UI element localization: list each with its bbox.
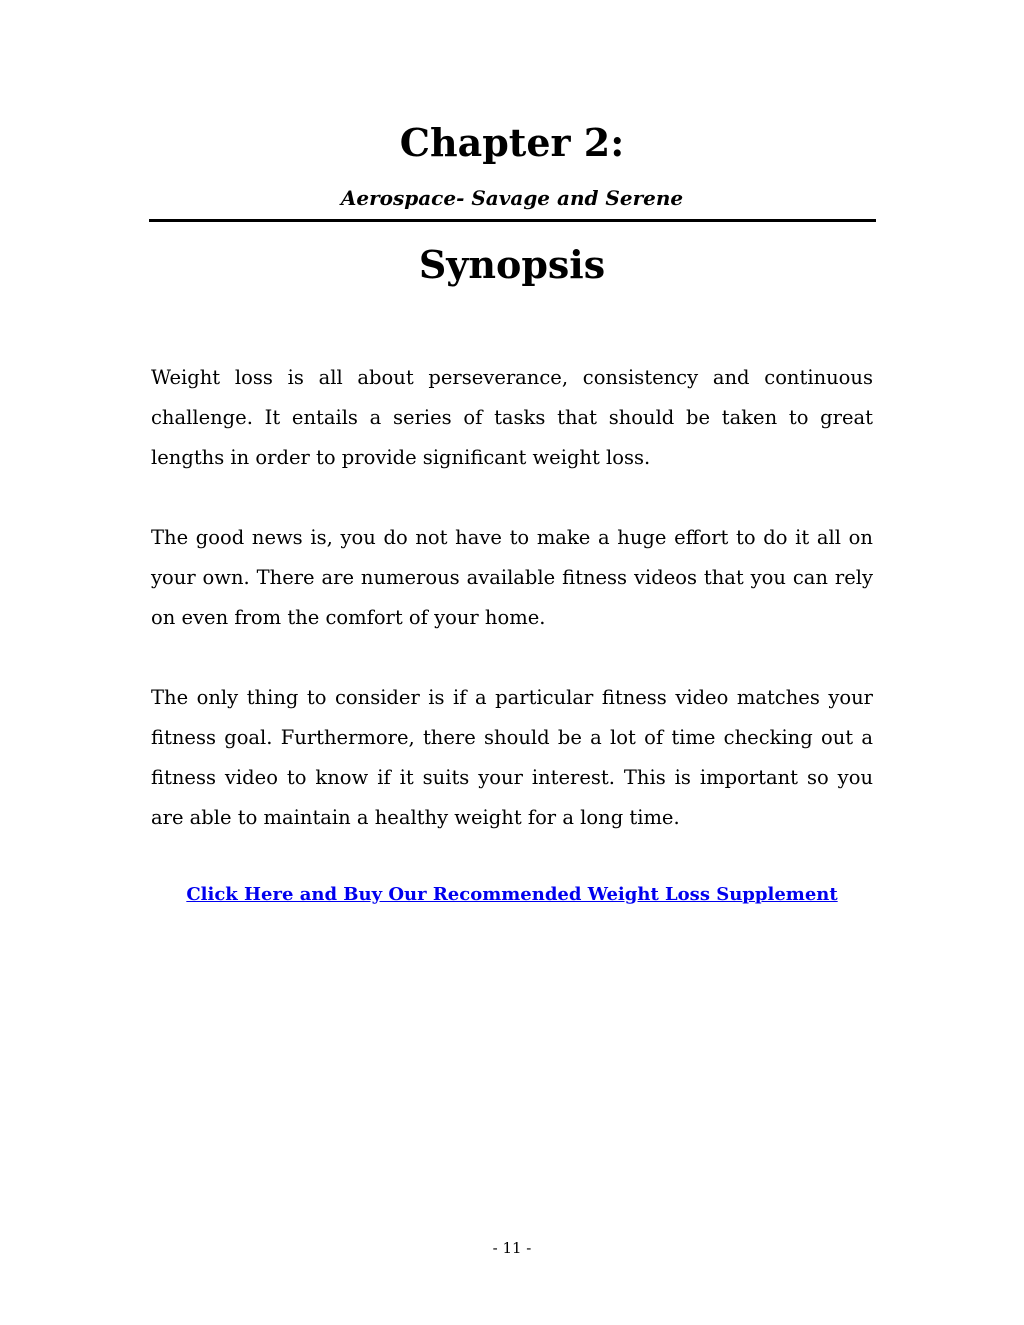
body-paragraph-3: The only thing to consider is if a particular fitness video matches your fitness goal. Furthermore, there should be a lot of time checking out a fitness video to know if it suits your interest. This is important so you are able to maintain a healthy weight for a long time. — [151, 686, 873, 829]
section-title: Synopsis — [418, 242, 606, 287]
buy-supplement-link[interactable]: Click Here and Buy Our Recommended Weight Loss Supplement — [186, 884, 838, 905]
page-number: - 11 - — [492, 1239, 532, 1257]
body-paragraph-2: The good news is, you do not have to make a huge effort to do it all on your own. There are numerous available fitness videos that you can rely on even from the comfort of your home. — [151, 526, 873, 629]
chapter-subtitle: Aerospace- Savage and Serene — [340, 186, 684, 210]
cta-link-container — [0, 880, 1024, 910]
title-divider — [149, 219, 876, 222]
chapter-title: Chapter 2: — [399, 120, 625, 165]
body-paragraph-1: Weight loss is all about perseverance, consistency and continuous challenge. It entails a series of tasks that should be taken to great lengths in order to provide significant weight loss. — [151, 366, 873, 469]
